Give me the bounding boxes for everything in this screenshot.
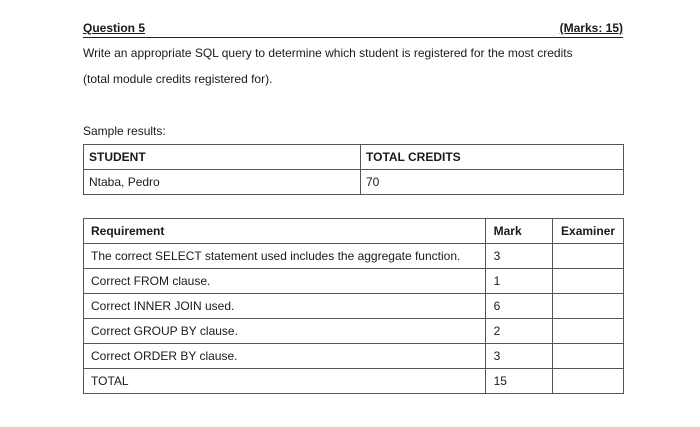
cell-requirement: Correct INNER JOIN used. — [84, 294, 486, 319]
marking-rubric-table — [83, 218, 624, 394]
column-header-total-credits: TOTAL CREDITS — [361, 145, 624, 170]
table-row — [84, 269, 624, 294]
column-header-examiner: Examiner — [553, 219, 624, 244]
table-header-row — [84, 145, 624, 170]
cell-requirement: TOTAL — [84, 369, 486, 394]
cell-examiner — [553, 319, 624, 344]
question-marks: (Marks: 15) — [559, 21, 623, 35]
table-row — [84, 344, 624, 369]
sample-results-label: Sample results: — [83, 124, 166, 138]
cell-mark: 2 — [485, 319, 552, 344]
table-header-row — [84, 219, 624, 244]
cell-examiner — [553, 294, 624, 319]
column-header-student: STUDENT — [84, 145, 361, 170]
cell-student: Ntaba, Pedro — [84, 170, 361, 195]
cell-mark: 3 — [485, 244, 552, 269]
question-header — [83, 19, 623, 38]
cell-requirement: Correct ORDER BY clause. — [84, 344, 486, 369]
cell-mark: 6 — [485, 294, 552, 319]
question-text-line-1: Write an appropriate SQL query to determine which student is registered for the most credits — [83, 46, 573, 60]
column-header-mark: Mark — [485, 219, 552, 244]
cell-mark: 3 — [485, 344, 552, 369]
cell-examiner — [553, 244, 624, 269]
cell-examiner — [553, 369, 624, 394]
table-row — [84, 294, 624, 319]
table-row — [84, 244, 624, 269]
cell-examiner — [553, 269, 624, 294]
question-text-line-2: (total module credits registered for). — [83, 72, 273, 86]
cell-requirement: Correct GROUP BY clause. — [84, 319, 486, 344]
cell-mark: 15 — [485, 369, 552, 394]
question-title: Question 5 — [83, 21, 146, 35]
cell-total-credits: 70 — [361, 170, 624, 195]
column-header-requirement: Requirement — [84, 219, 486, 244]
sample-results-table — [83, 144, 624, 195]
cell-examiner — [553, 344, 624, 369]
cell-requirement: Correct FROM clause. — [84, 269, 486, 294]
cell-mark: 1 — [485, 269, 552, 294]
table-row — [84, 319, 624, 344]
table-row — [84, 170, 624, 195]
cell-requirement: The correct SELECT statement used includes the aggregate function. — [84, 244, 486, 269]
table-row-total — [84, 369, 624, 394]
